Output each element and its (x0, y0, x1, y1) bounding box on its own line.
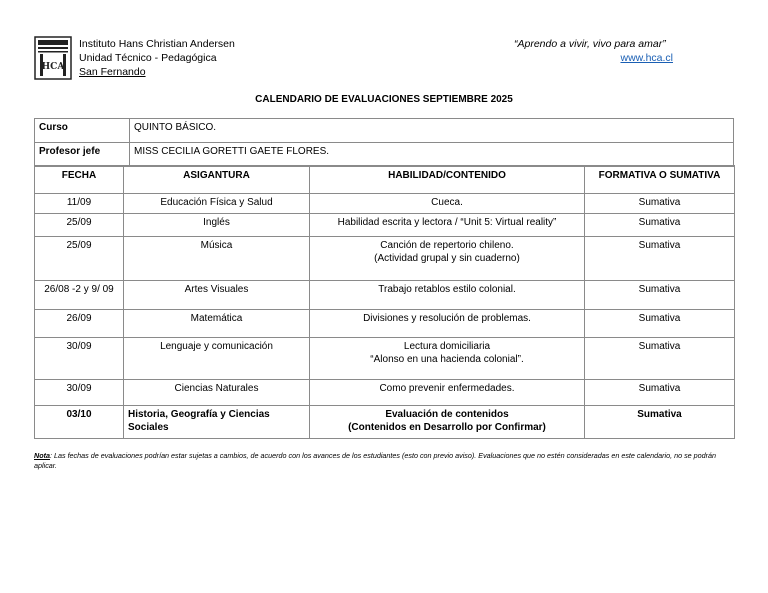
cell-tipo: Sumativa (585, 194, 735, 214)
cell-tipo: Sumativa (585, 310, 735, 338)
cell-asignatura: Lenguaje y comunicación (124, 338, 310, 380)
teacher-value: MISS CECILIA GORETTI GAETE FLORES. (130, 143, 734, 167)
cell-fecha: 11/09 (35, 194, 124, 214)
cell-fecha: 26/09 (35, 310, 124, 338)
table-row (35, 380, 735, 406)
contenido-line-1: Cueca. (431, 197, 463, 208)
cell-asignatura: Artes Visuales (124, 281, 310, 310)
city-link[interactable]: San Fernando (79, 66, 146, 78)
contenido-line-1: Trabajo retablos estilo colonial. (378, 284, 516, 295)
header-contenido: HABILIDAD/CONTENIDO (310, 166, 585, 194)
teacher-label: Profesor jefe (35, 143, 130, 167)
cell-tipo: Sumativa (585, 338, 735, 380)
cell-fecha: 30/09 (35, 380, 124, 406)
school-logo-icon (34, 36, 72, 80)
cell-asignatura: Ciencias Naturales (124, 380, 310, 406)
footnote (34, 451, 738, 470)
cell-contenido (310, 310, 585, 338)
cell-tipo: Sumativa (585, 406, 735, 439)
institution-block (79, 37, 235, 79)
evaluation-calendar-table (34, 165, 735, 439)
cell-contenido (310, 406, 585, 439)
table-row (35, 237, 735, 281)
cell-contenido (310, 214, 585, 237)
table-row (35, 338, 735, 380)
cell-fecha: 25/09 (35, 214, 124, 237)
cell-fecha: 30/09 (35, 338, 124, 380)
contenido-line-1: Evaluación de contenidos (385, 409, 509, 420)
school-motto: “Aprendo a vivir, vivo para amar” (514, 38, 666, 50)
logo-letters: HCA (41, 62, 65, 72)
table-row (35, 214, 735, 237)
cell-fecha: 03/10 (35, 406, 124, 439)
table-row (35, 281, 735, 310)
cell-asignatura: Historia, Geografía y Ciencias Sociales (124, 406, 310, 439)
cell-fecha: 25/09 (35, 237, 124, 281)
cell-asignatura: Educación Física y Salud (124, 194, 310, 214)
contenido-line-1: Lectura domiciliaria (403, 341, 491, 352)
footnote-label: Nota (34, 451, 50, 460)
header-asignatura: ASIGANTURA (124, 166, 310, 194)
cell-asignatura: Música (124, 237, 310, 281)
cell-tipo: Sumativa (585, 237, 735, 281)
cell-tipo: Sumativa (585, 281, 735, 310)
cell-contenido (310, 338, 585, 380)
course-label: Curso (35, 119, 130, 143)
teacher-row (35, 143, 734, 167)
cell-asignatura: Matemática (124, 310, 310, 338)
unit-name: Unidad Técnico - Pedagógica (79, 52, 217, 64)
header-fecha: FECHA (35, 166, 124, 194)
cell-contenido (310, 194, 585, 214)
institution-name: Instituto Hans Christian Andersen (79, 38, 235, 50)
cell-contenido (310, 281, 585, 310)
contenido-line-1: Divisiones y resolución de problemas. (363, 313, 531, 324)
course-row (35, 119, 734, 143)
contenido-line-1: Canción de repertorio chileno. (380, 240, 514, 251)
website-link[interactable]: www.hca.cl (620, 52, 673, 64)
contenido-line-1: Como prevenir enfermedades. (379, 383, 515, 394)
table-row (35, 194, 735, 214)
cell-fecha: 26/08 -2 y 9/ 09 (35, 281, 124, 310)
cell-contenido (310, 237, 585, 281)
cell-tipo: Sumativa (585, 380, 735, 406)
contenido-line-1: Habilidad escrita y lectora / “Unit 5: Virtual reality” (337, 217, 557, 228)
cell-tipo: Sumativa (585, 214, 735, 237)
contenido-line-2: “Alonso en una hacienda colonial”. (370, 354, 524, 365)
page-title: CALENDARIO DE EVALUACIONES SEPTIEMBRE 2025 (255, 94, 513, 105)
table-row (35, 310, 735, 338)
table-header-row (35, 166, 735, 194)
cell-asignatura: Inglés (124, 214, 310, 237)
footnote-text: : Las fechas de evaluaciones podrían estar sujetas a cambios, de acuerdo con los avances de los estudiantes (esto con previo aviso). Evaluaciones que no estén consideradas en este calendario, no se podrán aplicar. (34, 451, 717, 470)
contenido-line-2: (Contenidos en Desarrollo por Confirmar) (348, 422, 546, 433)
course-info-table (34, 118, 734, 167)
contenido-line-2: (Actividad grupal y sin cuaderno) (374, 253, 520, 264)
header-tipo: FORMATIVA O SUMATIVA (585, 166, 735, 194)
table-row (35, 406, 735, 439)
course-value: QUINTO BÁSICO. (130, 119, 734, 143)
cell-contenido (310, 380, 585, 406)
